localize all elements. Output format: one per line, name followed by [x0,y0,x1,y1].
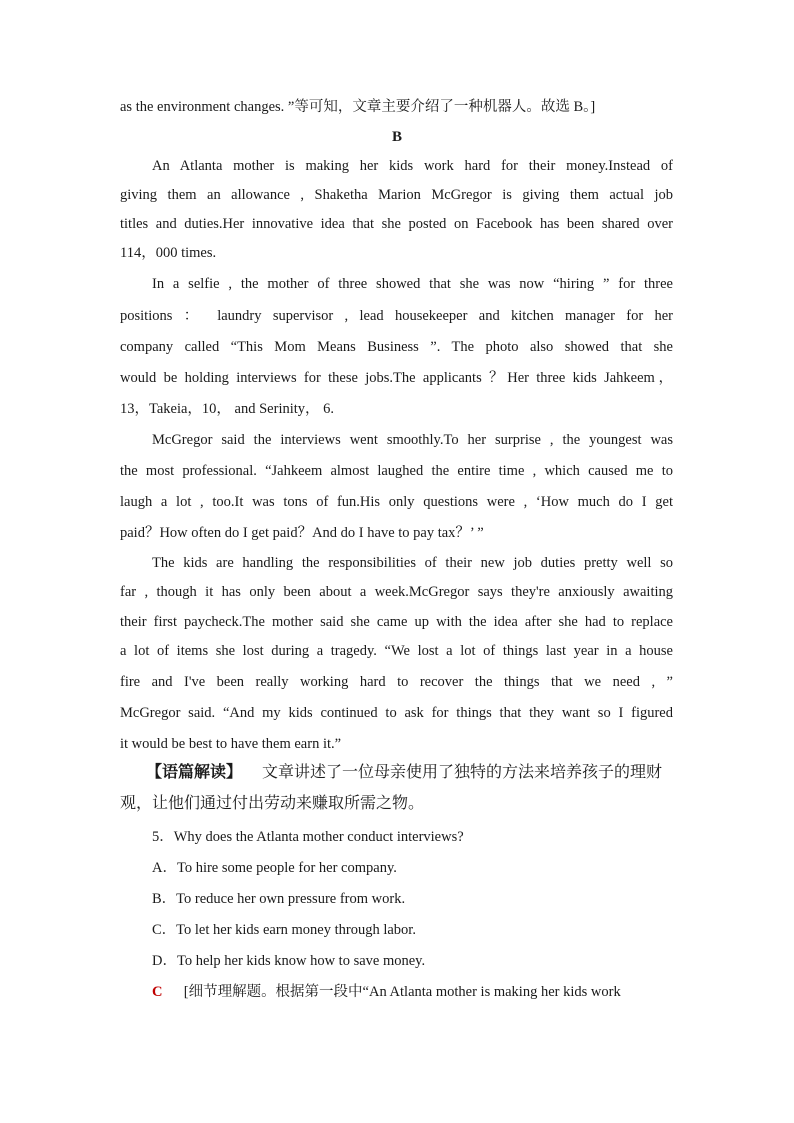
option-a: A．To hire some people for her company. [152,860,397,876]
passage-line: The kids are handling the responsibilities of their new job duties pretty well so [152,555,673,571]
option-c: C．To let her kids earn money through labor. [152,922,416,938]
passage-line: McGregor said. “And my kids continued to ask for things that they want so I figured [120,705,673,721]
section-heading: B [391,129,402,145]
option-d: D．To help her kids know how to save money. [152,953,426,969]
passage-line: titles and duties.Her innovative idea that she posted on Facebook has been shared over [120,216,673,232]
passage-line: An Atlanta mother is making her kids work hard for their money.Instead of [152,158,673,174]
passage-line: the most professional. “Jahkeem almost laughed the entire time , which caused me to [120,463,673,479]
passage-line: In a selfie , the mother of three showed that she was now “hiring ” for three [152,276,673,292]
passage-line: giving them an allowance , Shaketha Marion McGregor is giving them actual job [120,187,673,203]
question-stem: 5．Why does the Atlanta mother conduct interviews? [152,829,464,845]
passage-line: positions ： laundry supervisor , lead housekeeper and kitchen manager for her [120,308,673,324]
passage-line: paid？How often do I get paid？And do I have to pay tax？’ ” [120,525,484,541]
passage-line: a lot of items she lost during a tragedy. “We lost a lot of things last year in a house [120,643,673,659]
passage-line: fire and I've been really working hard to recover the things that we need , ” [120,674,673,690]
answer-explanation: [细节理解题。根据第一段中“An Atlanta mother is making her kids work [183,984,621,1000]
previous-answer-tail: as the environment changes. ”等可知，文章主要介绍了一种机器人。故选 B。] [120,99,596,115]
option-b: B．To reduce her own pressure from work. [152,891,406,907]
passage-line: laugh a lot , too.It was tons of fun.His only questions were , ‘How much do I get [120,494,673,510]
passage-line: McGregor said the interviews went smoothly.To her surprise , the youngest was [152,432,673,448]
passage-line: would be holding interviews for these jobs.The applicants ？Her three kids Jahkeem， [120,370,673,386]
passage-line: 13，Takeia，10， and Serinity， 6. [120,401,335,417]
analysis-text: 文章讲述了一位母亲使用了独特的方法来培养孩子的理财 [262,764,663,781]
analysis-line-2: 观，让他们通过付出劳动来赚取所需之物。 [120,795,425,812]
answer-letter: C [152,984,163,1000]
passage-line: their first paycheck.The mother said she came up with the idea after she had to replace [120,614,673,630]
analysis-label: 【语篇解读】 [146,764,243,781]
passage-line: it would be best to have them earn it.” [120,736,342,752]
answer-line [152,982,673,1002]
passage-line: company called “This Mom Means Business ”. The photo also showed that she [120,339,673,355]
analysis-line-1 [146,762,662,784]
passage-line: far , though it has only been about a week.McGregor says they're anxiously awaiting [120,584,673,600]
passage-line: 114，000 times. [120,245,217,261]
